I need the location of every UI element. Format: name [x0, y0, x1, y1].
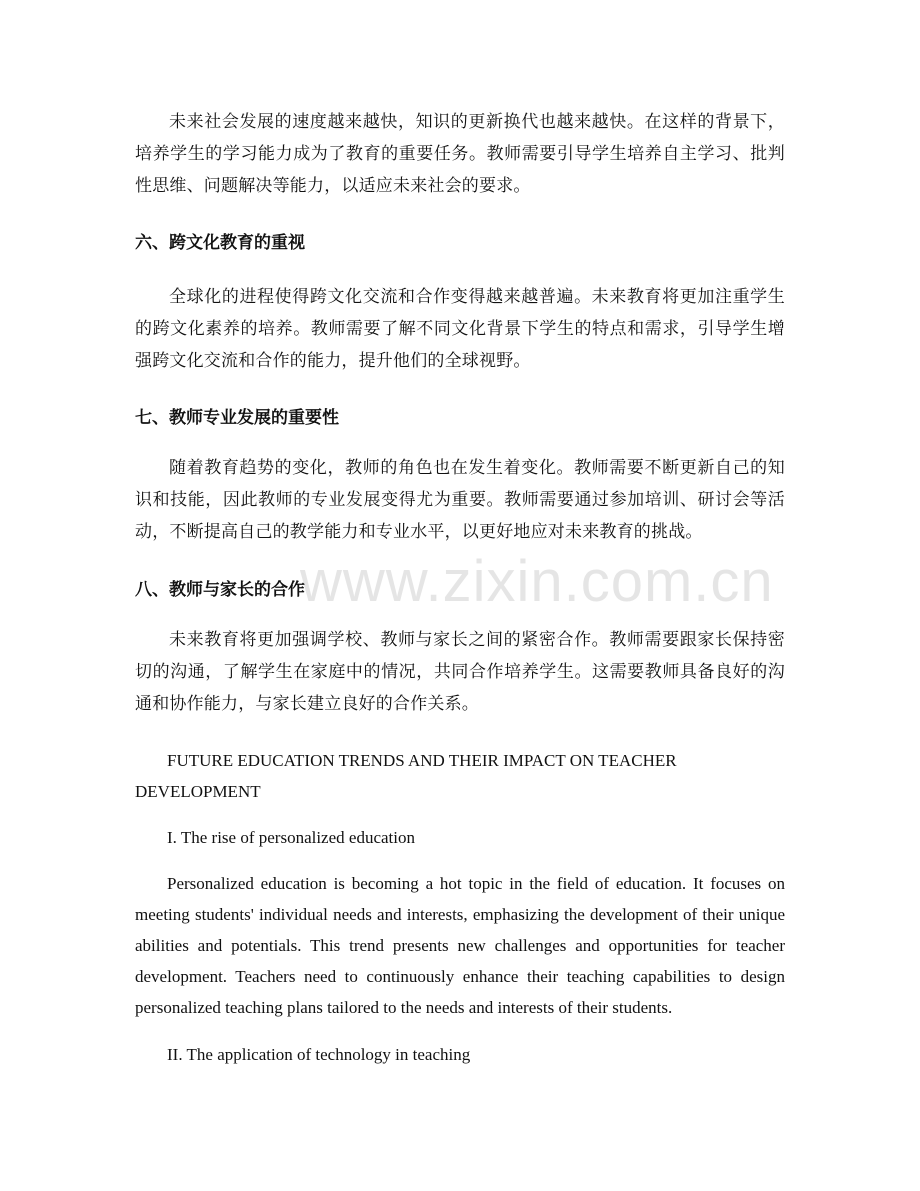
english-heading-technology-in-teaching: II. The application of technology in teaching: [167, 1045, 471, 1064]
paragraph-teacher-parent-cooperation: 未来教育将更加强调学校、教师与家长之间的紧密合作。教师需要跟家长保持密切的沟通，了解学生在家庭中的情况，共同合作培养学生。这需要教师具备良好的沟通和协作能力，与家长建立良好的合作关系。: [135, 630, 785, 714]
english-heading-personalized-education: I. The rise of personalized education: [167, 828, 415, 847]
english-title: FUTURE EDUCATION TRENDS AND THEIR IMPACT ON TEACHER DEVELOPMENT: [135, 751, 677, 801]
heading-cross-cultural-education: 六、跨文化教育的重视: [135, 233, 305, 253]
english-paragraph-personalized-education: Personalized education is becoming a hot topic in the field of education. It focuses on meeting students' individual needs and interests, emphasizing the development of their unique abilities and potentials. This trend presents new challenges and opportunities for teacher development. Teachers need to continuously enhance their teaching capabilities to design personalized teaching plans tailored to the needs and interests of their students.: [135, 874, 785, 1017]
heading-teacher-professional-development: 七、教师专业发展的重要性: [135, 408, 339, 428]
paragraph-teacher-professional-development: 随着教育趋势的变化，教师的角色也在发生着变化。教师需要不断更新自己的知识和技能，因此教师的专业发展变得尤为重要。教师需要通过参加培训、研讨会等活动，不断提高自己的教学能力和专业水平，以更好地应对未来教育的挑战。: [135, 458, 785, 542]
heading-teacher-parent-cooperation: 八、教师与家长的合作: [135, 580, 305, 600]
watermark: www.zixin.com.cn: [300, 549, 774, 614]
paragraph-cross-cultural-education: 全球化的进程使得跨文化交流和合作变得越来越普遍。未来教育将更加注重学生的跨文化素养的培养。教师需要了解不同文化背景下学生的特点和需求，引导学生增强跨文化交流和合作的能力，提升他们的全球视野。: [135, 287, 785, 371]
paragraph-learning-ability: 未来社会发展的速度越来越快，知识的更新换代也越来越快。在这样的背景下，培养学生的学习能力成为了教育的重要任务。教师需要引导学生培养自主学习、批判性思维、问题解决等能力，以适应未来社会的要求。: [135, 112, 785, 196]
